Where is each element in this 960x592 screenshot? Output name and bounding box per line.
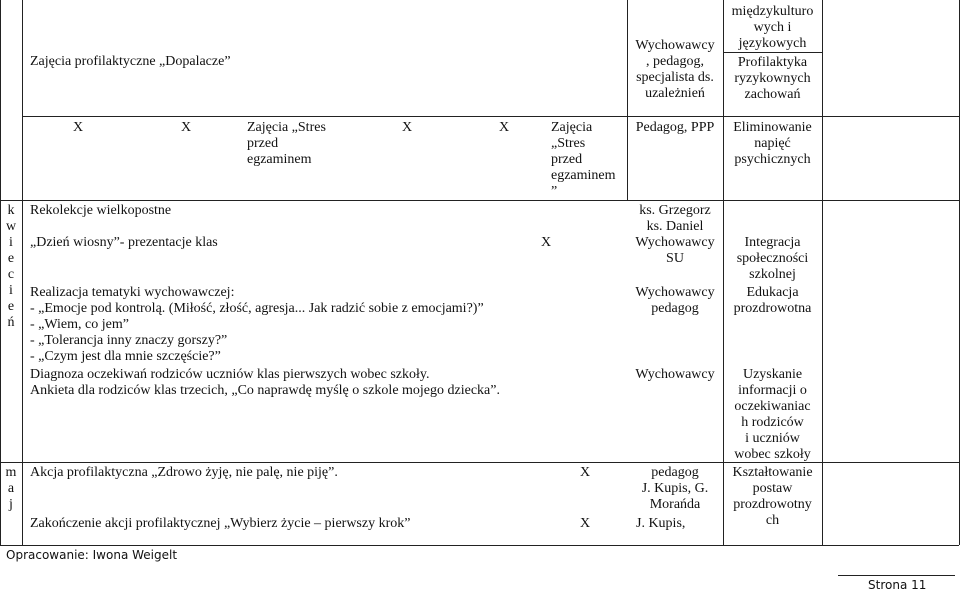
stres-who: Pedagog, PPP (635, 120, 715, 135)
page-number: Strona 11 (868, 578, 927, 592)
grid-line (0, 545, 959, 546)
dopalacze-goal: międzykulturo wych i językowych Profilaktyka ryzykownych zachowań (731, 4, 814, 102)
realizacja-who: Wychowawcy pedagog (635, 285, 715, 316)
x-mark: X (580, 465, 591, 480)
dzien-wiosny-who: Wychowawcy SU (635, 235, 715, 266)
footer-author: Opracowanie: Iwona Weigelt (6, 548, 178, 562)
akcja-who: pedagog J. Kupis, G. Morańda (641, 465, 709, 512)
x-mark: X (402, 120, 413, 135)
x-mark: X (541, 235, 552, 250)
akcja-profilaktyczna: Akcja profilaktyczna „Zdrowo żyję, nie palę, nie piję”. (30, 465, 338, 480)
realizacja-tematyki: Realizacja tematyki wychowawczej: - „Emocje pod kontrolą. (Miłość, złość, agresja... Jak radzić sobie z emocjami?)” - „Wiem, co jem” - „Tolerancja inny znaczy gorszy?” - „Czym jest dla mnie szczęście?” (30, 285, 484, 364)
x-mark: X (580, 516, 591, 531)
realizacja-goal: Edukacja prozdrowotna (733, 285, 812, 316)
dopalacze-who: Wychowawcy , pedagog, specjalista ds. uzależnień (635, 38, 715, 101)
zakonczenie-akcji: Zakończenie akcji profilaktycznej „Wybierz życie – pierwszy krok” (30, 516, 411, 531)
dzien-wiosny-goal: Integracja społeczności szkolnej (736, 235, 809, 282)
x-mark: X (499, 120, 510, 135)
dzien-wiosny-title: „Dzień wiosny”- prezentacje klas (30, 235, 218, 250)
stres-przed-egzaminem: Zajęcia „Stres przed egzaminem (247, 120, 326, 167)
rekolekcje-who: ks. Grzegorz ks. Daniel (639, 203, 711, 234)
diagnoza-oczekiwan: Diagnoza oczekiwań rodziców uczniów klas pierwszych wobec szkoły. Ankieta dla rodziców klas trzecich, „Co naprawdę myślę o szkole mojego dziecka”. (30, 367, 500, 398)
maj-goal: Kształtowanie postaw prozdrowotny ch (732, 465, 813, 528)
zakonczenie-who: J. Kupis, (636, 516, 686, 531)
month-label-maj: m a j (5, 465, 17, 512)
grid-line (22, 116, 959, 117)
diagnoza-who: Wychowawcy (635, 367, 715, 382)
stres-przed-egzaminem: Zajęcia „Stres przed egzaminem ” (551, 120, 616, 199)
x-mark: X (73, 120, 84, 135)
month-label-kwiecien: k w i e c i e ń (5, 203, 17, 330)
grid-line (0, 200, 959, 201)
x-mark: X (181, 120, 192, 135)
grid-line (22, 0, 23, 545)
stres-goal: Eliminowanie napięć psychicznych (733, 120, 812, 167)
grid-line (822, 0, 823, 545)
footer-rule (838, 575, 955, 576)
rekolekcje-title: Rekolekcje wielkopostne (30, 203, 172, 218)
diagnoza-goal: Uzyskanie informacji o oczekiwaniac h rodziców i uczniów wobec szkoły (734, 367, 811, 462)
dopalacze-title: Zajęcia profilaktyczne „Dopalacze” (30, 54, 231, 69)
